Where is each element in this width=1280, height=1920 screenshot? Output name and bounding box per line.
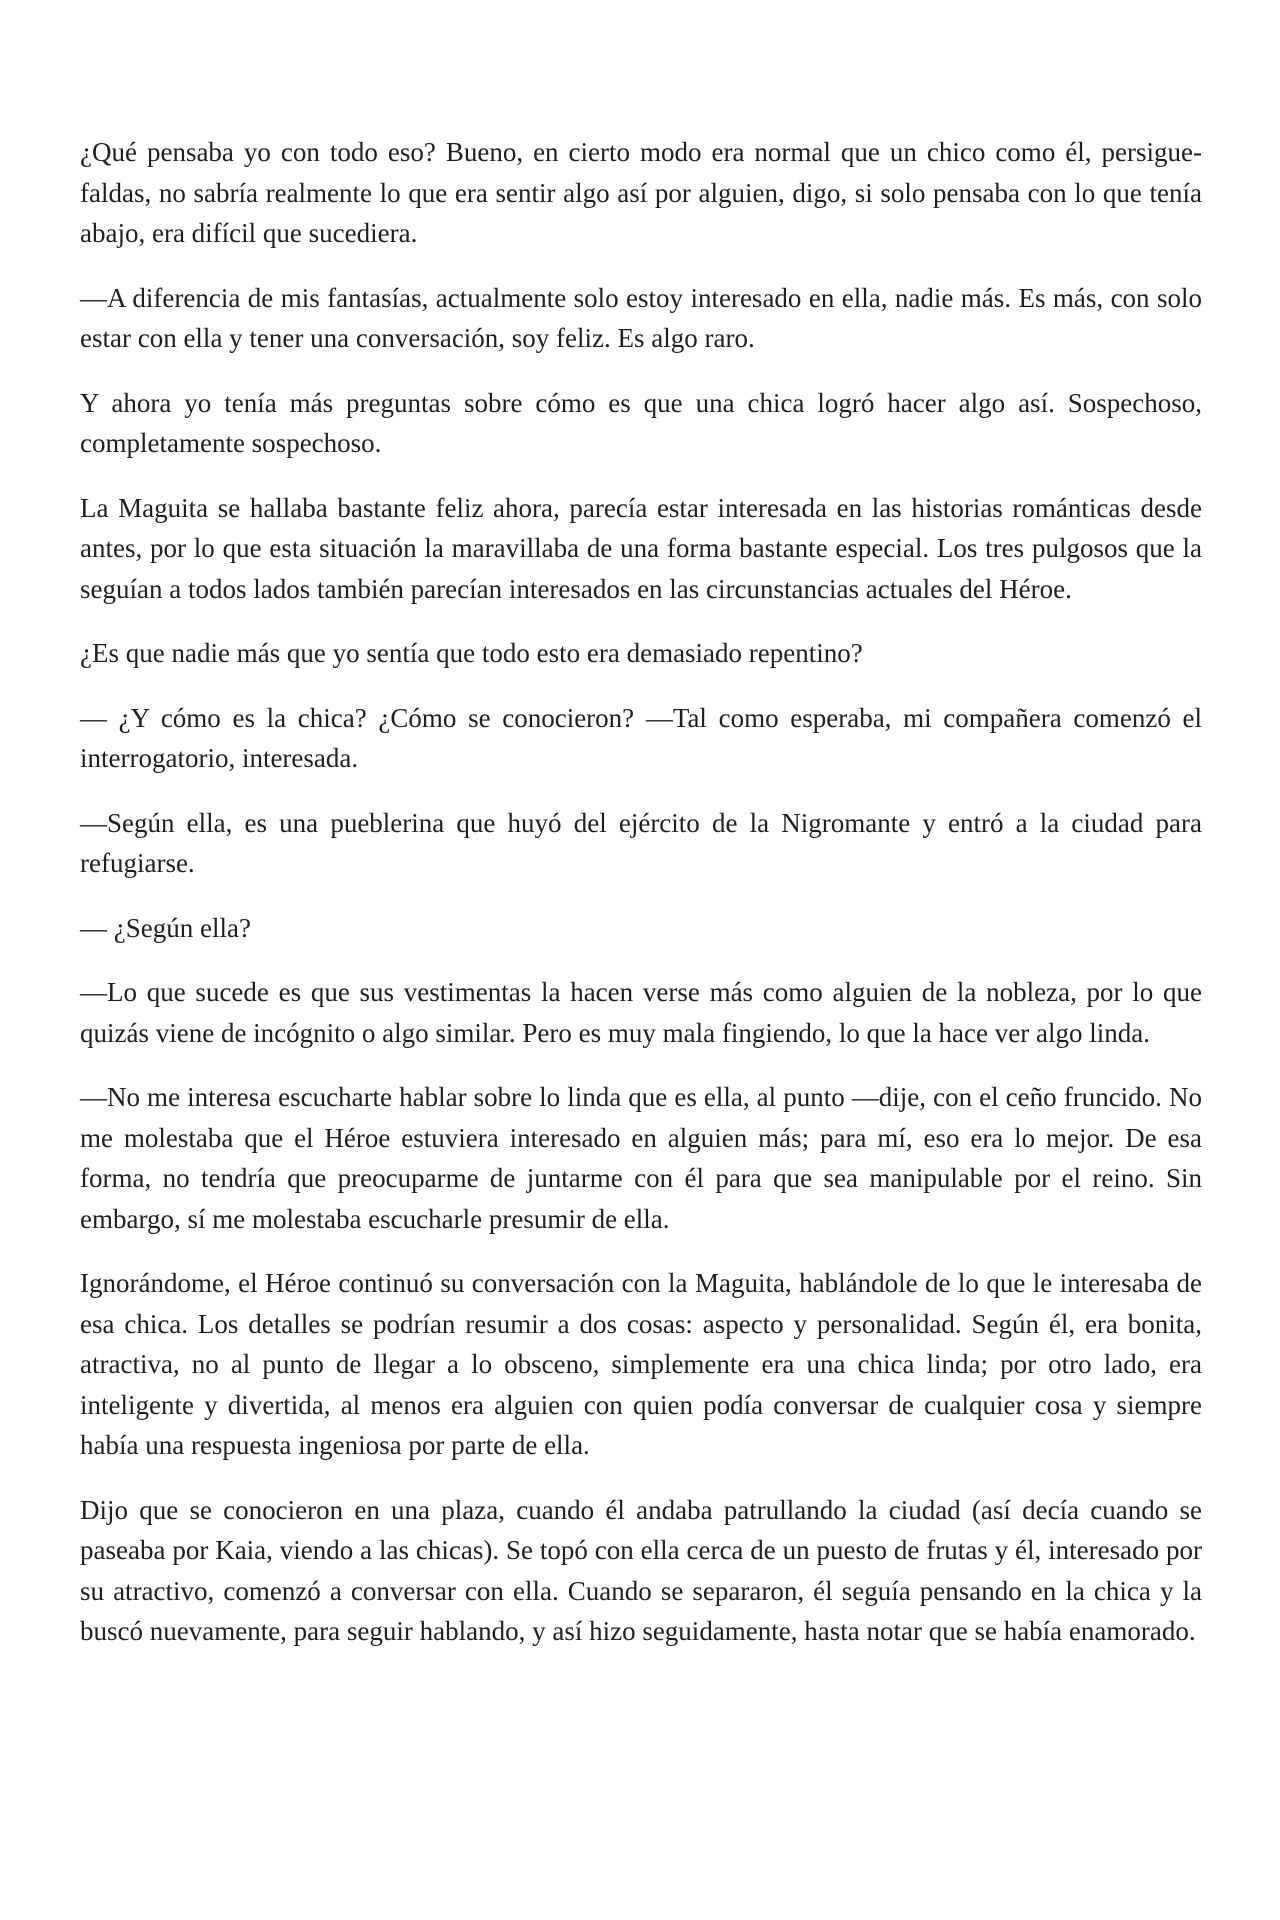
paragraph: ¿Qué pensaba yo con todo eso? Bueno, en cierto modo era normal que un chico como él, persigue-faldas, no sabría realmente lo que era sentir algo así por alguien, digo, si solo pensaba con lo que tenía abajo, era difícil que sucediera. <box>80 137 1202 248</box>
paragraph: —A diferencia de mis fantasías, actualmente solo estoy interesado en ella, nadie más. Es más, con solo estar con ella y tener una conversación, soy feliz. Es algo raro. <box>80 282 1202 353</box>
paragraph: — ¿Y cómo es la chica? ¿Cómo se conocieron? —Tal como esperaba, mi compañera comenzó el interrogatorio, interesada. <box>80 702 1202 773</box>
paragraph: —Lo que sucede es que sus vestimentas la hacen verse más como alguien de la nobleza, por lo que quizás viene de incógnito o algo similar. Pero es muy mala fingiendo, lo que la hace ver algo linda. <box>80 977 1202 1048</box>
paragraph: ¿Es que nadie más que yo sentía que todo esto era demasiado repentino? <box>80 638 863 668</box>
paragraph: La Maguita se hallaba bastante feliz ahora, parecía estar interesada en las historias románticas desde antes, por lo que esta situación la maravillaba de una forma bastante especial. Los tres pulgosos que la seguían a todos lados también parecían interesados en las circunstancias actuales del Héroe. <box>80 492 1202 604</box>
paragraph: —No me interesa escucharte hablar sobre lo linda que es ella, al punto —dije, con el ceño fruncido. No me molestaba que el Héroe estuviera interesado en alguien más; para mí, eso era lo mejor. De esa forma, no tendría que preocuparme de juntarme con él para que sea manipulable por el reino. Sin embargo, sí me molestaba escucharle presumir de ella. <box>80 1082 1202 1234</box>
paragraph: — ¿Según ella? <box>80 912 251 943</box>
paragraph: Dijo que se conocieron en una plaza, cuando él andaba patrullando la ciudad (así decía cuando se paseaba por Kaia, viendo a las chicas). Se topó con ella cerca de un puesto de frutas y él, interesado por su atractivo, comenzó a conversar con ella. Cuando se separaron, él seguía pensando en la chica y la buscó nuevamente, para seguir hablando, y así hizo seguidamente, hasta notar que se había enamorado. <box>80 1494 1202 1646</box>
paragraph: —Según ella, es una pueblerina que huyó del ejército de la Nigromante y entró a la ciudad para refugiarse. <box>80 807 1202 878</box>
paragraph: Y ahora yo tenía más preguntas sobre cómo es que una chica logró hacer algo así. Sospechoso, completamente sospechoso. <box>80 387 1202 458</box>
document-body <box>80 132 1202 1676</box>
paragraph: Ignorándome, el Héroe continuó su conversación con la Maguita, hablándole de lo que le interesaba de esa chica. Los detalles se podrían resumir a dos cosas: aspecto y personalidad. Según él, era bonita, atractiva, no al punto de llegar a lo obsceno, simplemente era una chica linda; por otro lado, era inteligente y divertida, al menos era alguien con quien podía conversar de cualquier cosa y siempre había una respuesta ingeniosa por parte de ella. <box>80 1268 1202 1460</box>
